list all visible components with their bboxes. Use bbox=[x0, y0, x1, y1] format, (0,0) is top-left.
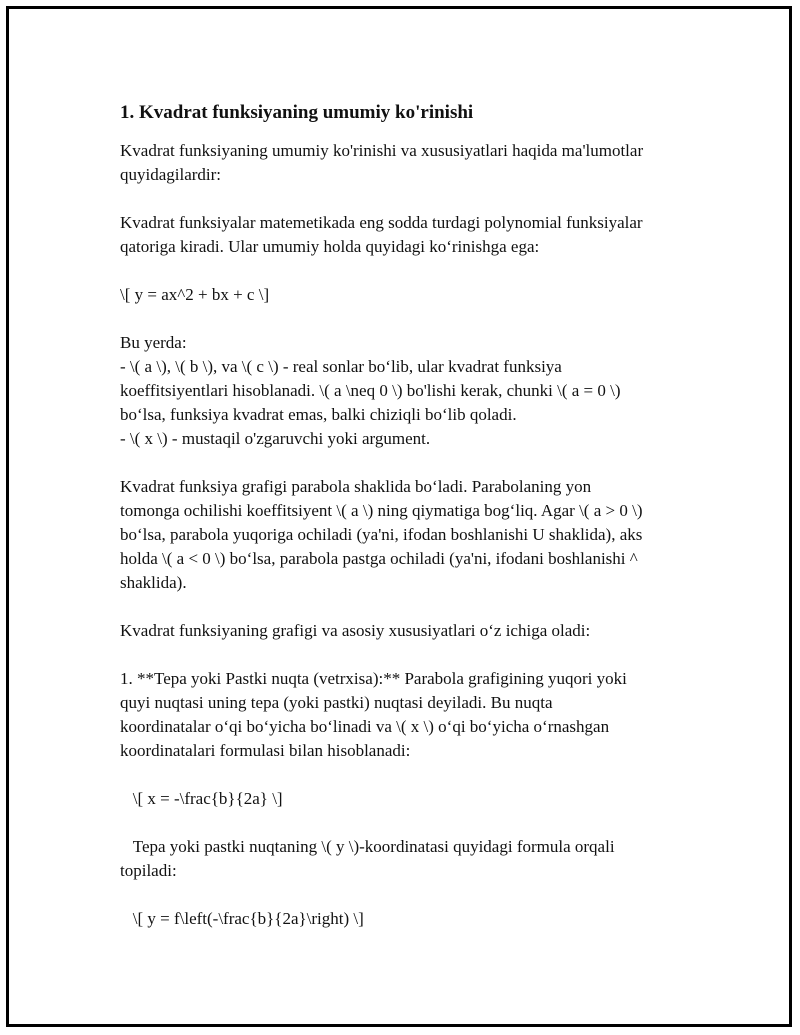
text-line: shaklida). bbox=[120, 573, 187, 592]
document-body bbox=[120, 101, 700, 955]
paragraph bbox=[120, 211, 700, 259]
text-line: qatoriga kiradi. Ular umumiy holda quyidagi ko‘rinishga ega: bbox=[120, 237, 540, 256]
paragraph bbox=[120, 619, 700, 643]
paragraph bbox=[120, 787, 700, 811]
paragraph bbox=[120, 139, 700, 187]
paragraph bbox=[120, 907, 700, 931]
text-line: holda \( a < 0 \) bo‘lsa, parabola pastga ochiladi (ya'ni, ifodani boshlanishi ^ bbox=[120, 549, 638, 568]
text-line: tomonga ochilishi koeffitsiyent \( a \) ning qiymatiga bog‘liq. Agar \( a > 0 \) bbox=[120, 501, 643, 520]
text-line: koordinatalar o‘qi bo‘yicha bo‘linadi va \( x \) o‘qi bo‘yicha o‘rnashgan bbox=[120, 717, 610, 736]
text-line: quyi nuqtasi uning tepa (yoki pastki) nuqtasi deyiladi. Bu nuqta bbox=[120, 693, 553, 712]
text-line: 1. **Tepa yoki Pastki nuqta (vetrxisa):** Parabola grafigining yuqori yoki bbox=[120, 669, 627, 688]
paragraph bbox=[120, 283, 700, 307]
text-line: bo‘lsa, funksiya kvadrat emas, balki chiziqli bo‘lib qoladi. bbox=[120, 405, 517, 424]
text-line: Kvadrat funksiyalar matemetikada eng sodda turdagi polynomial funksiyalar bbox=[120, 213, 643, 232]
section-heading: 1. Kvadrat funksiyaning umumiy ko'rinishi bbox=[120, 102, 474, 123]
text-line: Tepa yoki pastki nuqtaning \( y \)-koordinatasi quyidagi formula orqali bbox=[120, 837, 615, 856]
text-line: \[ y = ax^2 + bx + c \] bbox=[120, 285, 270, 304]
text-line: Bu yerda: bbox=[120, 333, 187, 352]
paragraph-list bbox=[120, 139, 700, 931]
paragraph bbox=[120, 835, 700, 883]
text-line: Kvadrat funksiya grafigi parabola shaklida bo‘ladi. Parabolaning yon bbox=[120, 477, 592, 496]
text-line: koordinatalari formulasi bilan hisoblanadi: bbox=[120, 741, 411, 760]
text-line: bo‘lsa, parabola yuqoriga ochiladi (ya'ni, ifodan boshlanishi U shaklida), aks bbox=[120, 525, 643, 544]
text-line: koeffitsiyentlari hisoblanadi. \( a \neq 0 \) bo'lishi kerak, chunki \( a = 0 \) bbox=[120, 381, 621, 400]
text-line: - \( a \), \( b \), va \( c \) - real sonlar bo‘lib, ular kvadrat funksiya bbox=[120, 357, 562, 376]
paragraph bbox=[120, 331, 700, 451]
text-line: quyidagilardir: bbox=[120, 165, 222, 184]
text-line: \[ y = f\left(-\frac{b}{2a}\right) \] bbox=[120, 909, 364, 928]
page-frame bbox=[6, 6, 792, 1027]
text-line: Kvadrat funksiyaning grafigi va asosiy xususiyatlari o‘z ichiga oladi: bbox=[120, 621, 591, 640]
paragraph bbox=[120, 475, 700, 595]
paragraph bbox=[120, 667, 700, 763]
text-line: - \( x \) - mustaqil o'zgaruvchi yoki argument. bbox=[120, 429, 431, 448]
text-line: Kvadrat funksiyaning umumiy ko'rinishi va xususiyatlari haqida ma'lumotlar bbox=[120, 141, 644, 160]
text-line: topiladi: bbox=[120, 861, 177, 880]
text-line: \[ x = -\frac{b}{2a} \] bbox=[120, 789, 283, 808]
